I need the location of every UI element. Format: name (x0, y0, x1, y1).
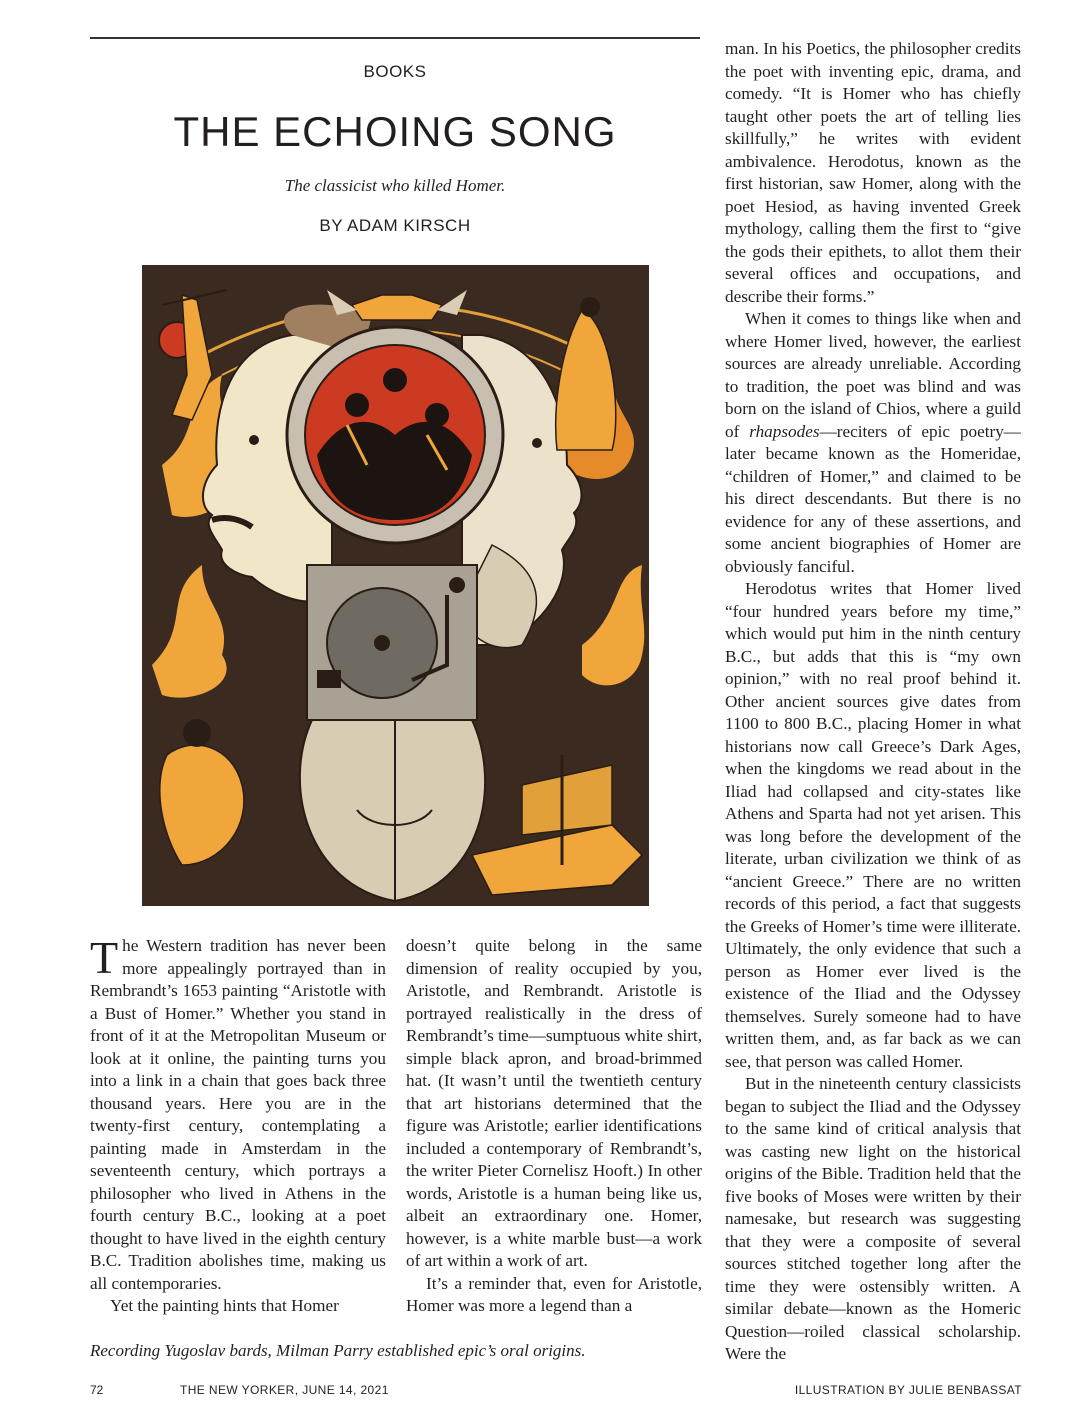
body-column-2 (406, 935, 702, 1321)
illustration-caption: Recording Yugoslav bards, Milman Parry established epic’s oral origins. (90, 1341, 586, 1360)
body-paragraph: Herodotus writes that Homer lived “four hundred years before my time,” which would put him in the ninth century B.C., but adds that this is “my own opinion,” with no real proof behind it. Other ancient sources give dates from 1100 to 800 B.C., placing Homer in what historians now call Greece’s Dark Ages, when the kingdoms we read about in the Iliad had collapsed and city-states like Athens and Sparta had not yet arisen. This was long before the development of the literate, urban civilization we think of as “ancient Greece.” There are no written records of this period, a fact that suggests the Greeks of Homer’s time were illiterate. Ultimately, the only evidence that such a person as Homer ever lived is the existence of the Iliad and the Odyssey themselves. Surely someone had to have written them, and, as far back as we can see, that person was called Homer. (725, 579, 1021, 1071)
body-column-1 (90, 935, 386, 1321)
dek: The classicist who killed Homer. (284, 176, 506, 195)
body-paragraph: When it comes to things like when and where Homer lived, however, the earliest sources are already unreliable. According to tradition, the poet was blind and was born on the island of Chios, where a guild of rhapsodes—reciters of epic poetry—later became known as the Homeridae, “children of Homer,” and claimed to be his direct descendants. But there is no evidence for any of these assertions, and some ancient biographies of Homer are obviously fanciful. (725, 309, 1021, 576)
body-paragraph: The Western tradition has never been more appealingly portrayed than in Rembrandt’s 1653 painting “Aristotle with a Bust of Homer.” Whether you stand in front of it at the Metropolitan Museum or look at it online, the painting turns you into a link in a chain that goes back three thousand years. Here you are in the twenty-first century, contemplating a painting made in Amsterdam in the seventeenth century, which portrays a philosopher who lived in Athens in the fourth century B.C., looking at a poet thought to have lived in the eighth century B.C. Tradition abolishes time, making us all contemporaries. (90, 935, 386, 1293)
section-label: BOOKS (363, 62, 427, 81)
body-paragraph: Yet the painting hints that Homer (110, 1296, 339, 1315)
illustration (142, 265, 649, 906)
illustration-credit: ILLUSTRATION BY JULIE BENBASSAT (794, 1383, 1022, 1397)
body-paragraph: man. In his Poetics, the philosopher credits the poet with inventing epic, drama, and comedy. “It is Homer who has chiefly taught other poets the art of telling lies skillfully,” he writes with evident ambivalence. Herodotus, known as the first historian, saw Homer, along with the poet Hesiod, as having invented Greek mythology, calling them the first to “give the gods their epithets, to allot them their several offices and occupations, and describe their forms.” (725, 39, 1021, 306)
body-paragraph: It’s a reminder that, even for Aristotle, Homer was more a legend than a (406, 1273, 702, 1315)
publication-date: THE NEW YORKER, JUNE 14, 2021 (180, 1383, 389, 1397)
byline: BY ADAM KIRSCH (319, 216, 471, 235)
body-paragraph: doesn’t quite belong in the same dimension of reality occupied by you, Aristotle, and Rembrandt. Aristotle is portrayed realistically in the dress of Rembrandt’s time—sumptuous white shirt, simple black apron, and broad-brimmed hat. (It wasn’t until the twentieth century that art historians determined that the figure was Aristotle; earlier identifications included a contemporary of Rembrandt’s, the writer Pieter Cornelisz Hooft.) In other words, Aristotle is a human being like us, albeit an extraordinary one. Homer, however, is a white marble bust—a work of art within a work of art. (406, 936, 702, 1270)
top-rule (90, 37, 700, 39)
body-column-3 (725, 38, 1021, 1368)
headline: THE ECHOING SONG (173, 108, 617, 155)
drop-cap: T (90, 935, 119, 983)
body-paragraph: But in the nineteenth century classicists began to subject the Iliad and the Odyssey to the same kind of critical analysis that was casting new light on the historical origins of the Bible. Tradition held that the five books of Moses were written by their namesake, but research was suggesting that they were a composite of several sources stitched together long after the time they were ostensibly written. A similar debate—known as the Homeric Question—roiled classical scholarship. Were the (725, 1074, 1021, 1363)
page-number: 72 (90, 1383, 104, 1397)
